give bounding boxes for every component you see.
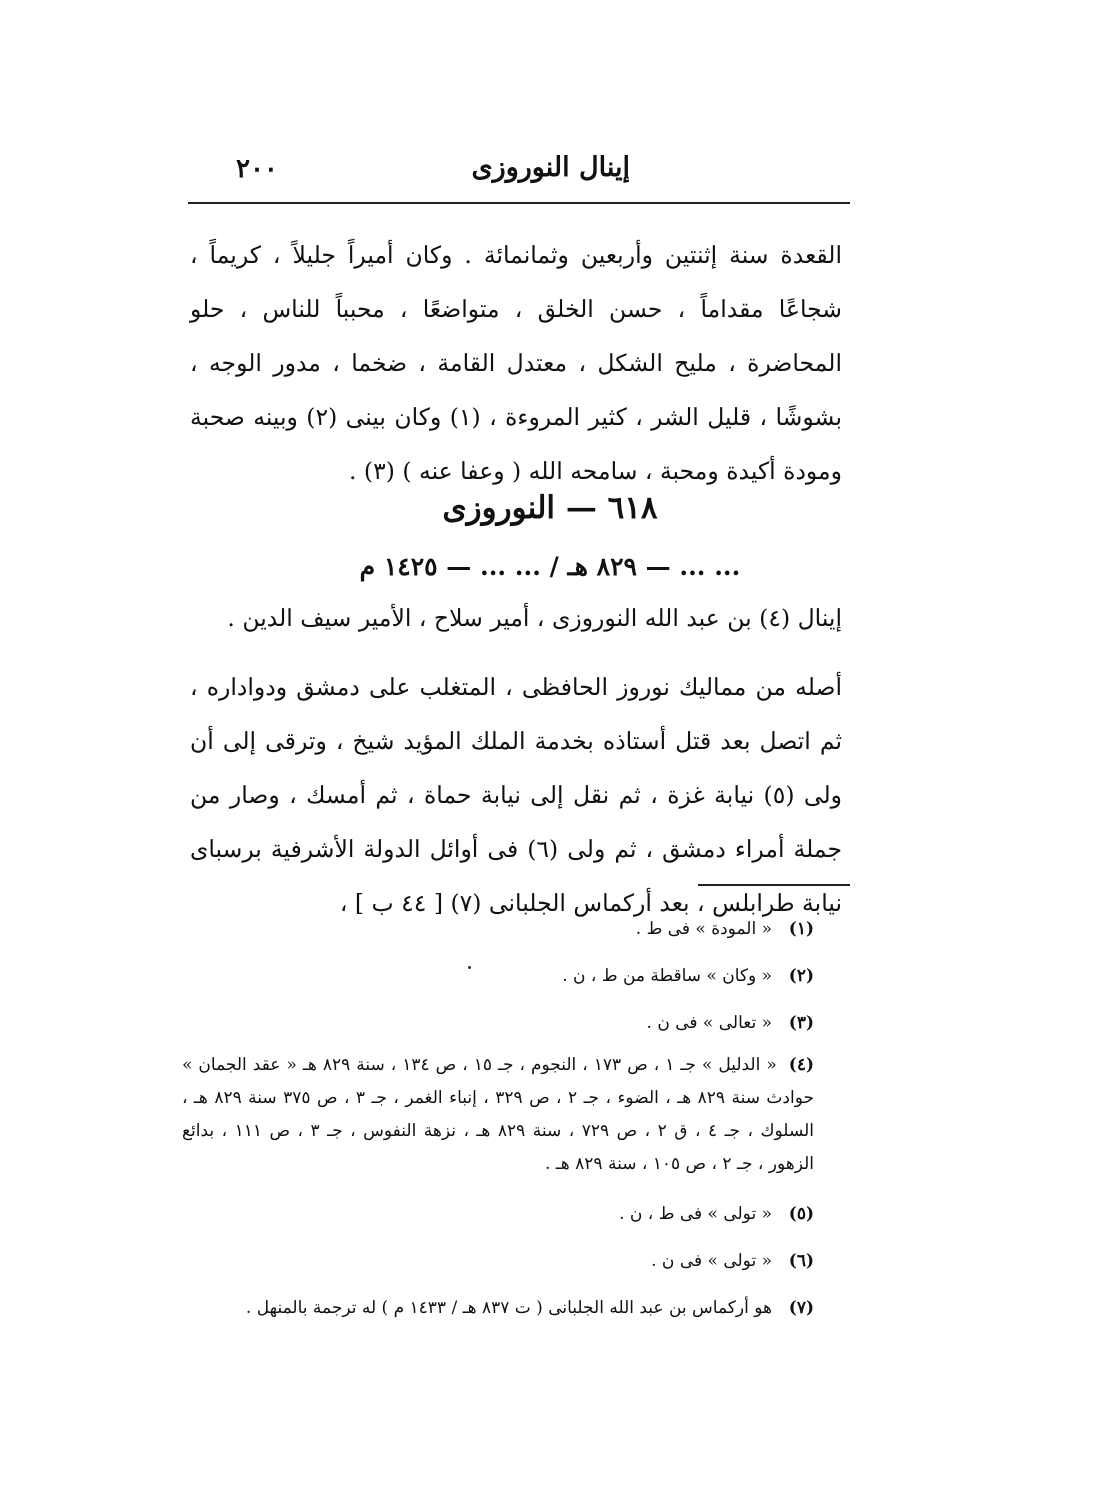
footnote [182, 1238, 842, 1285]
page-header [188, 150, 850, 194]
footnote [182, 953, 842, 1000]
footnote [182, 1285, 842, 1332]
footnote-text: هو أركماس بن عبد الله الجلبانى ( ت ٨٣٧ هـ / ١٤٣٣ م ) له ترجمة بالمنهل . [245, 1298, 772, 1318]
footnote-text: « تولى » فى ن . [651, 1251, 772, 1271]
footnote-number: (٧) [788, 1298, 814, 1318]
entry-heading: ٦١٨ — النوروزى [442, 490, 658, 526]
footnote-text: « تعالى » فى ن . [646, 1013, 772, 1033]
entry-dates: ... ... — ٨٢٩ هـ / ... ... — ١٤٢٥ م [359, 552, 741, 581]
footnote [182, 1000, 842, 1047]
footnote-number: (٣) [788, 1013, 814, 1033]
footnote-number: (١) [788, 919, 814, 939]
footnote [182, 906, 842, 953]
footnote-text: « وكان » ساقطة من ط ، ن . [562, 966, 772, 986]
footnotes-list [182, 906, 842, 1332]
footnote-rule [698, 884, 850, 886]
entry-paragraph: أصله من مماليك نوروز الحافظى ، المتغلب على دمشق ودواداره ، ثم اتصل بعد قتل أستاذه بخدمة الملك المؤيد شيخ ، وترقى إلى أن ولى (٥) نيابة غزة ، ثم نقل إلى نيابة حماة ، ثم أمسك ، وصار من جملة أمراء دمشق ، ثم ولى (٦) فى أوائل الدولة الأشرفية برسباى نيابة طرابلس ، بعد أركماس الجلبانى (٧) [ ٤٤ ب ] ، [190, 673, 843, 917]
page-number: ٢٠٠ [236, 154, 278, 184]
entry-name-line: إينال (٤) بن عبد الله النوروزى ، أمير سلاح ، الأمير سيف الدين . [227, 604, 842, 632]
footnote-number: (٢) [788, 966, 814, 986]
footnote-text: « المودة » فى ط . [635, 919, 772, 939]
footnote-number: (٥) [788, 1204, 814, 1224]
footnote-text: « تولى » فى ط ، ن . [619, 1204, 772, 1224]
footnote [182, 1191, 842, 1238]
header-rule [188, 202, 850, 204]
footnote-text: « الدليل » جـ ١ ، ص ١٧٣ ، النجوم ، جـ ١٥ ، ص ١٣٤ ، سنة ٨٢٩ هـ « عقد الجمان » حوادث سنة ٨٢٩ هـ ، الضوء ، جـ ٢ ، ص ٣٢٩ ، إنباء الغمر ، جـ ٣ ، ص ٣٧٥ سنة ٨٢٩ هـ ، السلوك ، جـ ٤ ، ق ٢ ، ص ٧٢٩ ، سنة ٨٢٩ هـ ، نزهة النفوس ، جـ ٣ ، ص ١١١ ، بدائع الزهور ، جـ ٢ ، ص ١٠٥ ، سنة ٨٢٩ هـ . [182, 1055, 815, 1174]
running-title: إينال النوروزى [471, 152, 630, 183]
footnote-number: (٤) [788, 1055, 814, 1075]
footnote [182, 1049, 842, 1181]
paragraph-continued: القعدة سنة إثنتين وأربعين وثمانمائة . وكان أميراً جليلاً ، كريماً ، شجاعًا مقداماً ، حسن الخلق ، متواضعًا ، محبباً للناس ، حلو المحاضرة ، مليح الشكل ، معتدل القامة ، ضخما ، مدور الوجه ، بشوشًا ، قليل الشر ، كثير المروءة ، (١) وكان بينى (٢) وبينه صحبة ومودة أكيدة ومحبة ، سامحه الله ( وعفا عنه ) (٣) . [190, 241, 842, 485]
footnote-number: (٦) [788, 1251, 814, 1271]
